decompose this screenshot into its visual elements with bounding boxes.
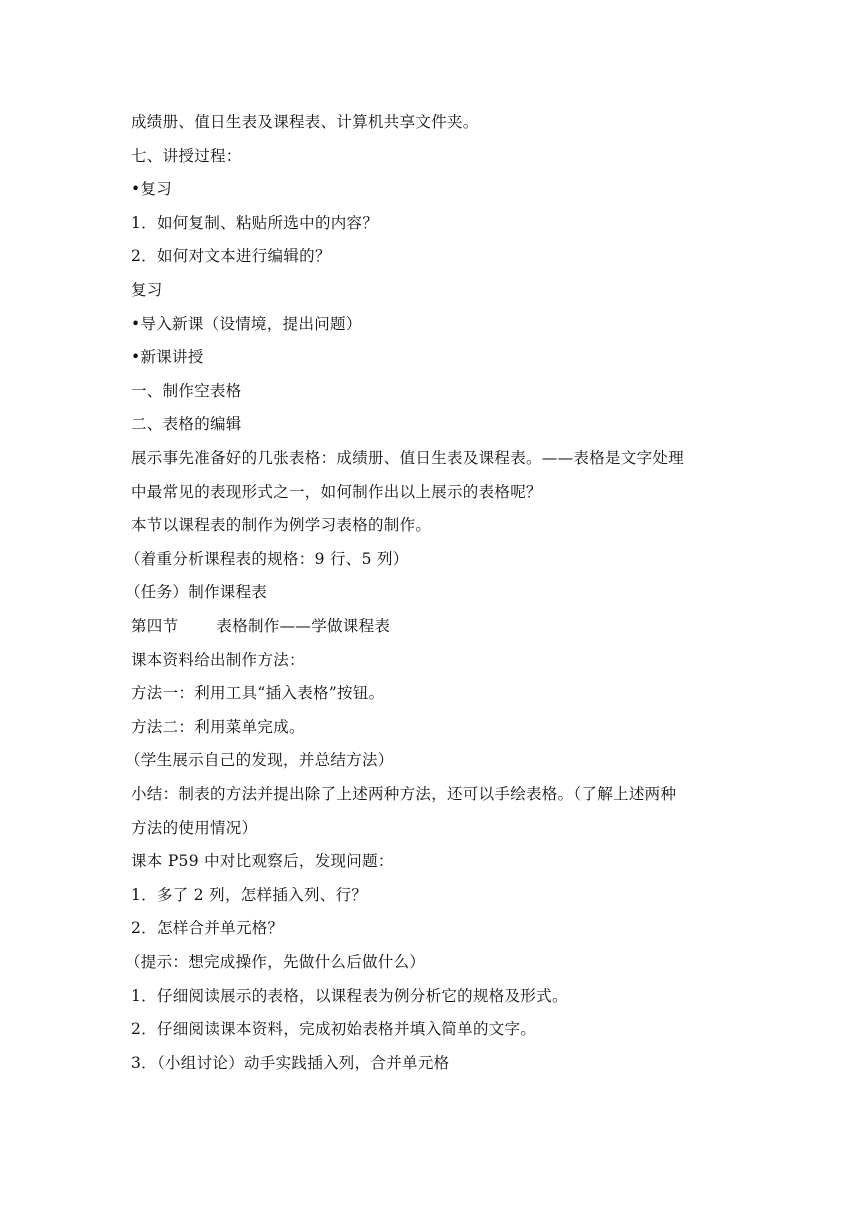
numbered-item: 1．多了 2 列，怎样插入列、行？ (131, 886, 368, 904)
text-line: 方法一：利用工具“插入表格”按钮。 (131, 684, 385, 702)
text-line: 复习 (131, 281, 163, 299)
text-line: 一、制作空表格 (131, 382, 242, 400)
text-line: 本节以课程表的制作为例学习表格的制作。 (131, 516, 432, 534)
numbered-item: 1．仔细阅读展示的表格，以课程表为例分析它的规格及形式。 (131, 987, 568, 1005)
text-line: 展示事先准备好的几张表格：成绩册、值日生表及课程表。——表格是文字处理 (131, 449, 685, 467)
text-line: 课本 P59 中对比观察后，发现问题： (131, 852, 394, 870)
text-line: 二、表格的编辑 (131, 415, 242, 433)
section-number: 第四节 (131, 617, 179, 635)
text-line: 七、讲授过程： (131, 147, 242, 165)
text-line: 方法的使用情况） (131, 819, 258, 837)
bullet-item: •导入新课（设情境，提出问题） (131, 315, 362, 333)
bullet-item: •新课讲授 (131, 348, 204, 366)
section-heading (131, 616, 390, 636)
text-line: 成绩册、值日生表及课程表、计算机共享文件夹。 (131, 113, 479, 131)
text-line: 课本资料给出制作方法： (131, 651, 305, 669)
numbered-item: 3．（小组讨论）动手实践插入列，合并单元格 (131, 1054, 450, 1072)
section-title: 表格制作——学做课程表 (216, 617, 391, 635)
text-line: （任务）制作课程表 (125, 583, 268, 601)
numbered-item: 2．怎样合并单元格？ (131, 919, 284, 937)
text-line: （提示：想完成操作，先做什么后做什么） (125, 953, 426, 971)
bullet-item: •复习 (131, 180, 173, 198)
numbered-item: 2．如何对文本进行编辑的？ (131, 247, 331, 265)
text-line: 方法二：利用菜单完成。 (131, 718, 305, 736)
text-line: （着重分析课程表的规格：9 行、5 列） (125, 550, 409, 568)
text-line: （学生展示自己的发现，并总结方法） (125, 751, 394, 769)
text-line: 中最常见的表现形式之一，如何制作出以上展示的表格呢？ (131, 483, 542, 501)
numbered-item: 1．如何复制、粘贴所选中的内容？ (131, 214, 379, 232)
numbered-item: 2．仔细阅读课本资料，完成初始表格并填入简单的文字。 (131, 1020, 537, 1038)
text-line: 小结：制表的方法并提出除了上述两种方法，还可以手绘表格。（了解上述两种 (131, 785, 677, 803)
